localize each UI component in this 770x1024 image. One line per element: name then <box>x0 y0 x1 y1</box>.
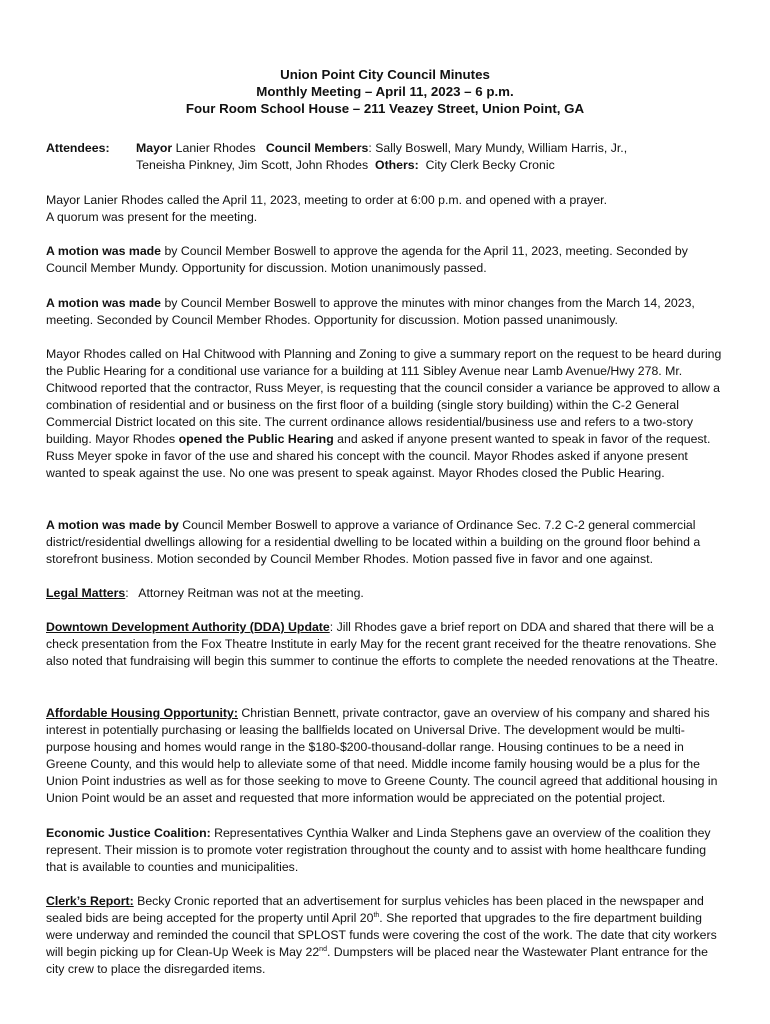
council-members-label: Council Members <box>265 141 369 155</box>
others-label: Others: <box>375 158 419 172</box>
call-to-order-paragraph <box>46 192 728 226</box>
motion-agenda-lead: A motion was made <box>46 244 162 258</box>
public-hearing-bold: opened the Public Hearing <box>178 432 334 446</box>
motion-minutes-paragraph <box>46 295 728 329</box>
clerks-report-sup-2: nd <box>319 946 327 953</box>
affordable-housing-heading: Affordable Housing Opportunity: <box>46 706 238 720</box>
economic-justice-heading: Economic Justice Coalition: <box>46 826 211 840</box>
affordable-housing-paragraph <box>46 705 728 807</box>
others-names: City Clerk Becky Cronic <box>418 158 555 172</box>
public-hearing-text-1: Mayor Rhodes called on Hal Chitwood with Planning and Zoning to give a summary report on the request to be heard during the Public Hearing for a conditional use variance for a building at 111 Sibley Avenue near Lamb Avenue/Hwy 278. Mr. Chitwood reported that the contractor, Russ Meyer, is requesting that the council consider a variance be approved to allow a combination of residential and or business on the first floor of a building (single story building) within the C-2 General Commercial District located on this site. The current ordinance allows residential/business use and refers to a two-story building. Mayor Rhodes <box>46 347 722 446</box>
call-to-order-text: Mayor Lanier Rhodes called the April 11, 2023, meeting to order at 6:00 p.m. and opened with a prayer. <box>46 193 607 207</box>
clerks-report-sup-1: th <box>373 912 380 919</box>
quorum-text: A quorum was present for the meeting. <box>46 210 258 224</box>
document-title: Union Point City Council Minutes <box>280 67 490 82</box>
legal-matters-paragraph <box>46 585 728 602</box>
dda-update-heading: Downtown Development Authority (DDA) Update <box>46 620 330 634</box>
mayor-name: Lanier Rhodes <box>172 141 266 155</box>
public-hearing-paragraph <box>46 346 728 482</box>
dda-update-paragraph <box>46 619 728 670</box>
legal-matters-heading: Legal Matters <box>46 586 126 600</box>
meeting-location-line: Four Room School House – 211 Veazey Street, Union Point, GA <box>185 101 585 116</box>
motion-variance-paragraph <box>46 517 728 568</box>
clerks-report-text-3: . Dumpsters will be placed near the Wastewater Plant entrance for the city crew to place the disregarded items. <box>46 945 708 976</box>
clerks-report-heading: Clerk’s Report: <box>46 894 134 908</box>
economic-justice-paragraph <box>46 825 728 876</box>
motion-agenda-text: by Council Member Boswell to approve the agenda for the April 11, 2023, meeting. Seconded by Council Member Mundy. Opportunity for discussion. Motion unanimously passed. <box>46 244 688 275</box>
clerks-report-paragraph <box>46 893 728 978</box>
motion-variance-lead: A motion was made by <box>46 518 179 532</box>
motion-minutes-lead: A motion was made <box>46 296 162 310</box>
economic-justice-text: Representatives Cynthia Walker and Linda Stephens gave an overview of the coalition they represent. Their mission is to promote voter registration throughout the county and to assist with home healthcare funding that is available to counties and municipalities. <box>46 826 711 874</box>
legal-matters-text: : Attorney Reitman was not at the meeting. <box>125 586 364 600</box>
attendees-list <box>136 140 736 174</box>
clerks-report-text-1: Becky Cronic reported that an advertisement for surplus vehicles has been placed in the newspaper and sealed bids are being accepted for the property until April 20 <box>46 894 704 925</box>
clerks-report-text-2: . She reported that upgrades to the fire department building were underway and reminded the council that SPLOST funds were covering the cost of the work. The date that city workers will begin picking up for Clean-Up Week is May 22 <box>46 911 717 959</box>
public-hearing-text-2: and asked if anyone present wanted to speak in favor of the request. Russ Meyer spoke in favor of the use and shared his concept with the council. Mayor Rhodes asked if anyone present wanted to speak against the use. No one was present to speak against. Mayor Rhodes closed the Public Hearing. <box>46 432 711 480</box>
council-members-names: : Sally Boswell, Mary Mundy, William Harris, Jr., <box>368 141 628 155</box>
motion-agenda-paragraph <box>46 243 728 277</box>
dda-update-text: : Jill Rhodes gave a brief report on DDA and shared that there will be a check presentation from the Fox Theatre Institute in early May for the recent grant received for the theatre renovations. She also noted that fundraising will begin this summer to continue the efforts to complete the needed renovations at the Theatre. <box>46 620 719 668</box>
council-members-names-cont: Teneisha Pinkney, Jim Scott, John Rhodes <box>136 158 376 172</box>
mayor-label: Mayor <box>136 141 173 155</box>
meeting-date-line: Monthly Meeting – April 11, 2023 – 6 p.m. <box>256 84 514 99</box>
motion-variance-text: Council Member Boswell to approve a variance of Ordinance Sec. 7.2 C-2 general commercial district/residential dwellings allowing for a residential dwelling to be located within a building on the ground floor behind a storefront business. Motion seconded by Council Member Rhodes. Motion passed five in favor and one against. <box>46 518 701 566</box>
attendees-label: Attendees: <box>46 141 110 155</box>
motion-minutes-text: by Council Member Boswell to approve the minutes with minor changes from the March 14, 2023, meeting. Seconded by Council Member Rhodes. Opportunity for discussion. Motion passed unanimously. <box>46 296 695 327</box>
affordable-housing-text: Christian Bennett, private contractor, gave an overview of his company and shared his interest in potentially purchasing or leasing the ballfields located on Universal Drive. The development would be multi-purpose housing and homes would range in the $180-$200-thousand-dollar range. Housing continues to be a need in Greene County, and this would help to alleviate some of that need. Middle income family housing would be a plus for the Union Point industries as well as for those seeking to move to Greene County. The council agreed that additional housing in Union Point would be an asset and requested that more information would be appreciated on the potential project. <box>46 706 718 805</box>
